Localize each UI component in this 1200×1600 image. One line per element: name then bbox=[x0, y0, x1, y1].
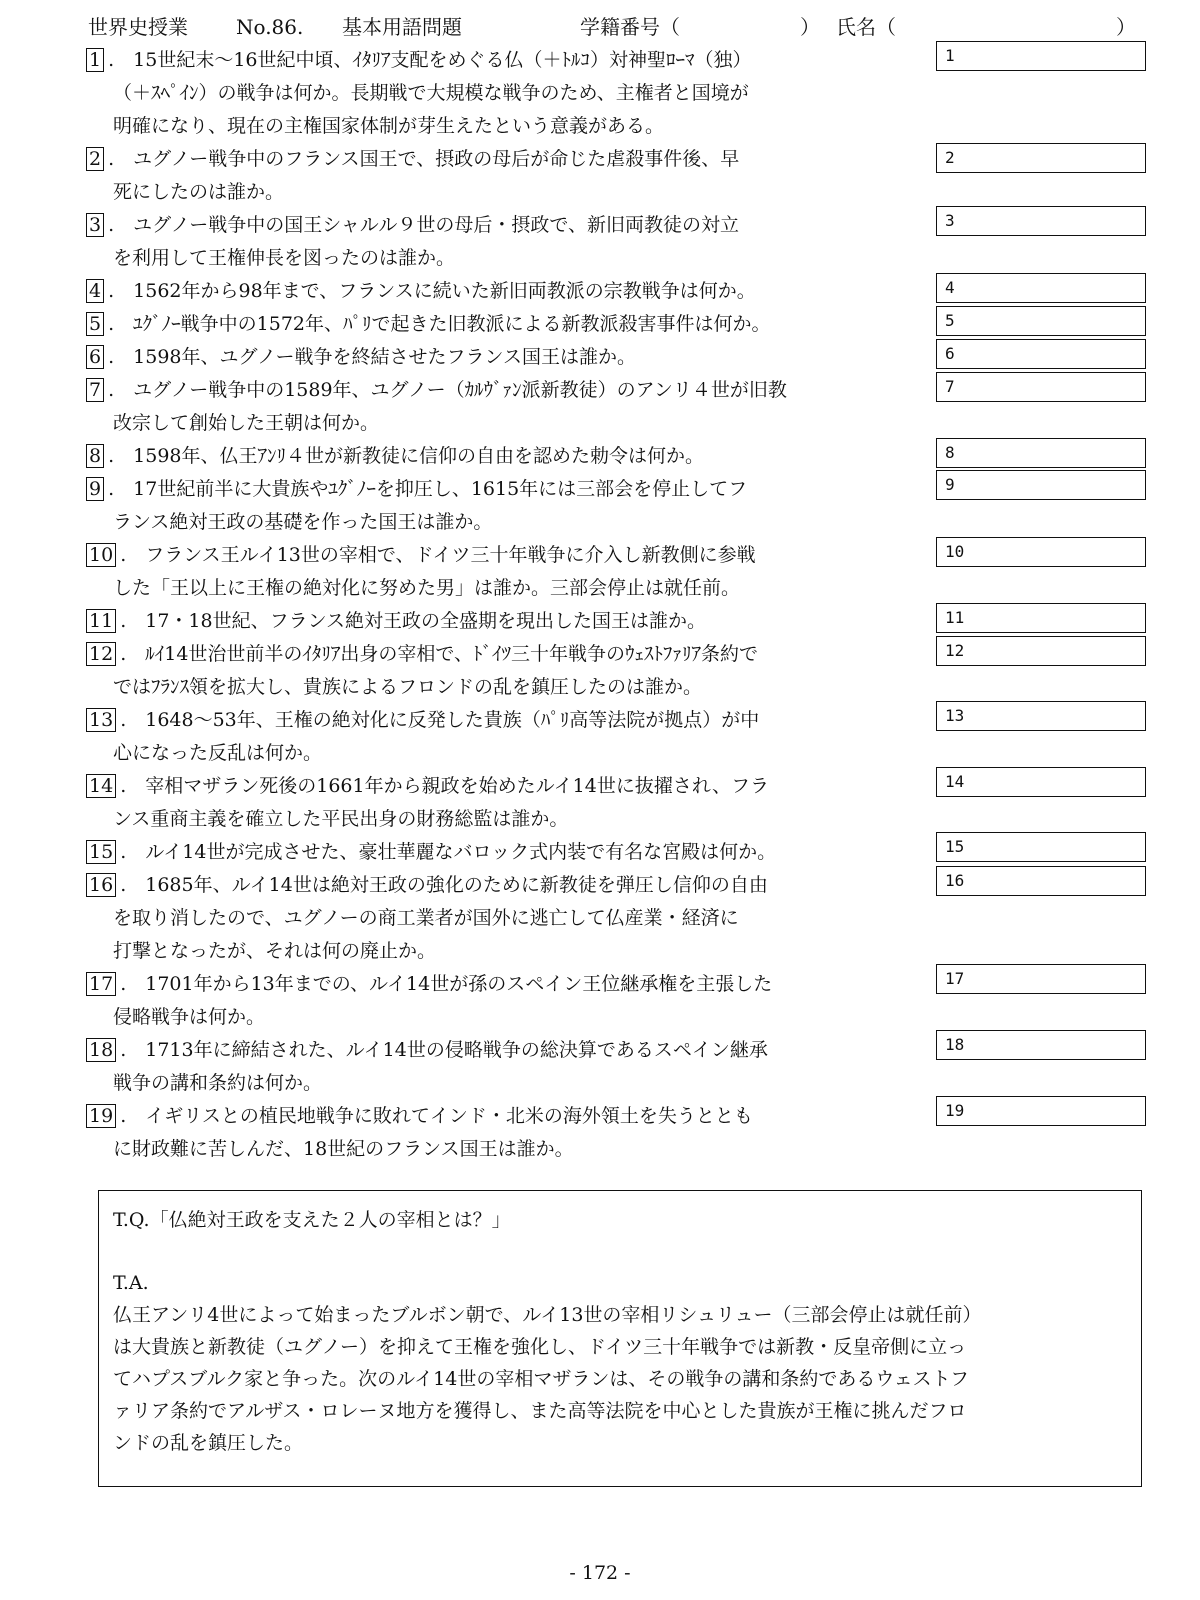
sheet-type: 基本用語問題 bbox=[342, 15, 462, 39]
answer-box[interactable]: 8 bbox=[936, 438, 1146, 468]
question-line bbox=[86, 704, 936, 737]
question-text: 17世紀前半に大貴族やﾕｸﾞﾉｰを抑圧し、1615年には三部会を停止してフ bbox=[133, 478, 748, 500]
question-item bbox=[86, 1034, 936, 1100]
question-text: を取り消したので、ユグノーの商工業者が国外に逃亡して仏産業・経済に bbox=[113, 907, 739, 929]
question-number-dot: . bbox=[120, 544, 146, 566]
question-number-box: 19 bbox=[86, 1104, 116, 1128]
question-text: 17・18世紀、フランス絶対王政の全盛期を現出した国王は誰か。 bbox=[145, 610, 707, 632]
question-line bbox=[86, 77, 936, 110]
page-number: - 172 - bbox=[569, 1562, 631, 1584]
question-line bbox=[86, 803, 936, 836]
question-line bbox=[86, 341, 936, 374]
tq-answer-line: 仏王アンリ4世によって始まったブルボン朝で、ルイ13世の宰相リシュリュー（三部会停止は就任前） bbox=[113, 1304, 982, 1326]
question-line bbox=[86, 275, 936, 308]
answer-box[interactable]: 2 bbox=[936, 143, 1146, 173]
question-text: ﾕｸﾞﾉｰ戦争中の1572年、ﾊﾟﾘで起きた旧教派による新教派殺害事件は何か。 bbox=[133, 313, 771, 335]
question-line bbox=[86, 671, 936, 704]
question-text: ユグノー戦争中の1589年、ユグノー（ｶﾙｳﾞｧﾝ派新教徒）のアンリ４世が旧教 bbox=[133, 379, 787, 401]
answer-box[interactable]: 6 bbox=[936, 339, 1146, 369]
answer-box[interactable]: 16 bbox=[936, 866, 1146, 896]
question-line bbox=[86, 737, 936, 770]
question-number-dot: . bbox=[108, 49, 134, 71]
question-line bbox=[86, 539, 936, 572]
answer-box[interactable]: 7 bbox=[936, 372, 1146, 402]
question-item bbox=[86, 869, 936, 968]
question-item bbox=[86, 440, 936, 473]
question-line bbox=[86, 572, 936, 605]
question-number-box: 16 bbox=[86, 873, 116, 897]
tq-answer-line: は大貴族と新教徒（ユグノー）を抑えて王権を強化し、ドイツ三十年戦争では新教・反皇帝側に立っ bbox=[113, 1336, 967, 1358]
question-line bbox=[86, 1133, 936, 1166]
answer-box[interactable]: 3 bbox=[936, 206, 1146, 236]
question-text: ンス重商主義を確立した平民出身の財務総監は誰か。 bbox=[113, 808, 569, 830]
question-number-box: 6 bbox=[86, 345, 104, 369]
tq-box bbox=[98, 1190, 1142, 1487]
student-id-close: ） bbox=[800, 15, 820, 39]
tq-answer-label: T.A. bbox=[113, 1272, 149, 1294]
question-number-dot: . bbox=[120, 1039, 146, 1061]
student-name-label: 氏名（ bbox=[836, 15, 896, 39]
question-line bbox=[86, 374, 936, 407]
answer-box[interactable]: 18 bbox=[936, 1030, 1146, 1060]
question-item bbox=[86, 341, 936, 374]
question-item bbox=[86, 836, 936, 869]
answer-box[interactable]: 17 bbox=[936, 964, 1146, 994]
question-text: 1648～53年、王権の絶対化に反発した貴族（ﾊﾟﾘ高等法院が拠点）が中 bbox=[145, 709, 760, 731]
question-number-dot: . bbox=[108, 379, 134, 401]
question-line bbox=[86, 143, 936, 176]
question-text: 1701年から13年までの、ルイ14世が孫のスペイン王位継承権を主張した bbox=[145, 973, 773, 995]
question-number-dot: . bbox=[120, 841, 146, 863]
tq-question: T.Q.「仏絶対王政を支えた２人の宰相とは？」 bbox=[113, 1209, 511, 1231]
question-line bbox=[86, 473, 936, 506]
question-number-dot: . bbox=[108, 148, 134, 170]
question-number-box: 8 bbox=[86, 444, 104, 468]
question-text: 1598年、仏王ｱﾝﾘ４世が新教徒に信仰の自由を認めた勅令は何か。 bbox=[133, 445, 704, 467]
question-text: （＋ｽﾍﾟｲﾝ）の戦争は何か。長期戦で大規模な戦争のため、主権者と国境が bbox=[113, 82, 749, 104]
question-number-dot: . bbox=[108, 346, 134, 368]
question-text: 宰相マザラン死後の1661年から親政を始めたルイ14世に抜擢され、フラ bbox=[145, 775, 769, 797]
question-line bbox=[86, 44, 936, 77]
question-text: ランス絶対王政の基礎を作った国王は誰か。 bbox=[113, 511, 493, 533]
question-item bbox=[86, 968, 936, 1034]
question-text: 1598年、ユグノー戦争を終結させたフランス国王は誰か。 bbox=[133, 346, 636, 368]
question-line bbox=[86, 605, 936, 638]
question-number-box: 3 bbox=[86, 213, 104, 237]
student-id-label: 学籍番号（ bbox=[580, 15, 680, 39]
question-number-box: 11 bbox=[86, 609, 116, 633]
question-line bbox=[86, 407, 936, 440]
question-text: ではﾌﾗﾝｽ領を拡大し、貴族によるフロンドの乱を鎮圧したのは誰か。 bbox=[113, 676, 703, 698]
question-line bbox=[86, 1001, 936, 1034]
question-text: した「王以上に王権の絶対化に努めた男」は誰か。三部会停止は就任前。 bbox=[113, 577, 741, 599]
question-text: 1713年に締結された、ルイ14世の侵略戦争の総決算であるスペイン継承 bbox=[145, 1039, 768, 1061]
answer-box[interactable]: 11 bbox=[936, 603, 1146, 633]
question-item bbox=[86, 308, 936, 341]
question-text: 死にしたのは誰か。 bbox=[113, 181, 285, 203]
question-line bbox=[86, 869, 936, 902]
question-text: 15世紀末～16世紀中頃、ｲﾀﾘｱ支配をめぐる仏（＋ﾄﾙｺ）対神聖ﾛｰﾏ（独） bbox=[133, 49, 752, 71]
question-number-box: 18 bbox=[86, 1038, 116, 1062]
question-item bbox=[86, 473, 936, 539]
question-item bbox=[86, 143, 936, 209]
question-line bbox=[86, 836, 936, 869]
question-text: ユグノー戦争中の国王シャルル９世の母后・摂政で、新旧両教徒の対立 bbox=[133, 214, 739, 236]
question-text: 心になった反乱は何か。 bbox=[113, 742, 323, 764]
question-number-box: 13 bbox=[86, 708, 116, 732]
question-number-dot: . bbox=[108, 313, 134, 335]
question-text: 侵略戦争は何か。 bbox=[113, 1006, 266, 1028]
question-line bbox=[86, 935, 936, 968]
question-number-box: 17 bbox=[86, 972, 116, 996]
question-number-dot: . bbox=[120, 874, 146, 896]
tq-answer-line: ンドの乱を鎮圧した。 bbox=[113, 1432, 304, 1454]
question-item bbox=[86, 374, 936, 440]
question-number-dot: . bbox=[108, 214, 134, 236]
question-line bbox=[86, 1034, 936, 1067]
question-text: に財政難に苦しんだ、18世紀のフランス国王は誰か。 bbox=[113, 1138, 574, 1160]
question-item bbox=[86, 1100, 936, 1166]
worksheet-header bbox=[88, 12, 1148, 42]
question-item bbox=[86, 770, 936, 836]
question-line bbox=[86, 770, 936, 803]
question-number-box: 5 bbox=[86, 312, 104, 336]
question-line bbox=[86, 440, 936, 473]
question-item bbox=[86, 44, 936, 143]
answer-box[interactable]: 1 bbox=[936, 41, 1146, 71]
question-line bbox=[86, 308, 936, 341]
question-number-dot: . bbox=[108, 280, 134, 302]
question-line bbox=[86, 242, 936, 275]
question-text: 改宗して創始した王朝は何か。 bbox=[113, 412, 380, 434]
answer-box[interactable]: 5 bbox=[936, 306, 1146, 336]
question-number-dot: . bbox=[108, 478, 134, 500]
question-number-box: 14 bbox=[86, 774, 116, 798]
question-number-box: 2 bbox=[86, 147, 104, 171]
question-text: ユグノー戦争中のフランス国王で、摂政の母后が命じた虐殺事件後、早 bbox=[133, 148, 740, 170]
tq-answer-line: ァリア条約でアルザス・ロレーヌ地方を獲得し、また高等法院を中心とした貴族が王権に挑んだフロ bbox=[113, 1400, 967, 1422]
question-text: 打撃となったが、それは何の廃止か。 bbox=[113, 940, 437, 962]
question-line bbox=[86, 1067, 936, 1100]
question-line bbox=[86, 506, 936, 539]
question-text: 明確になり、現在の主権国家体制が芽生えたという意義がある。 bbox=[113, 115, 665, 137]
answer-box[interactable]: 19 bbox=[936, 1096, 1146, 1126]
question-item bbox=[86, 539, 936, 605]
question-line bbox=[86, 968, 936, 1001]
question-item bbox=[86, 209, 936, 275]
question-number-dot: . bbox=[120, 775, 146, 797]
question-number-dot: . bbox=[120, 610, 146, 632]
question-text: ルイ14世が完成させた、豪壮華麗なバロック式内装で有名な宮殿は何か。 bbox=[145, 841, 777, 863]
answer-box[interactable]: 14 bbox=[936, 767, 1146, 797]
question-line bbox=[86, 638, 936, 671]
question-item bbox=[86, 275, 936, 308]
answer-box[interactable]: 9 bbox=[936, 470, 1146, 500]
question-number-box: 1 bbox=[86, 48, 104, 72]
question-text: 1685年、ルイ14世は絶対王政の強化のために新教徒を弾圧し信仰の自由 bbox=[145, 874, 768, 896]
question-item bbox=[86, 704, 936, 770]
question-line bbox=[86, 176, 936, 209]
question-number-box: 9 bbox=[86, 477, 104, 501]
question-item bbox=[86, 638, 936, 704]
answer-box[interactable]: 4 bbox=[936, 273, 1146, 303]
answer-box[interactable]: 13 bbox=[936, 701, 1146, 731]
tq-answer-text bbox=[113, 1299, 1129, 1459]
question-number-box: 12 bbox=[86, 642, 116, 666]
question-number-box: 15 bbox=[86, 840, 116, 864]
question-text: 戦争の講和条約は何か。 bbox=[113, 1072, 323, 1094]
question-text: ﾙｲ14世治世前半のｲﾀﾘｱ出身の宰相で、ﾄﾞｲﾂ三十年戦争のｳｪｽﾄﾌｧﾘｱ条約で bbox=[145, 643, 759, 665]
question-number-dot: . bbox=[120, 643, 146, 665]
question-line bbox=[86, 902, 936, 935]
tq-answer-line: てハプスブルク家と争った。次のルイ14世の宰相マザランは、その戦争の講和条約であるウェストフ bbox=[113, 1368, 969, 1390]
question-number-dot: . bbox=[120, 973, 146, 995]
question-number-dot: . bbox=[120, 709, 146, 731]
question-number-box: 7 bbox=[86, 378, 104, 402]
question-number-dot: . bbox=[120, 1105, 146, 1127]
question-text: フランス王ルイ13世の宰相で、ドイツ三十年戦争に介入し新教側に参戦 bbox=[145, 544, 756, 566]
question-text: イギリスとの植民地戦争に敗れてインド・北米の海外領土を失うととも bbox=[145, 1105, 753, 1127]
question-line bbox=[86, 1100, 936, 1133]
answer-box[interactable]: 10 bbox=[936, 537, 1146, 567]
answer-box[interactable]: 12 bbox=[936, 636, 1146, 666]
question-line bbox=[86, 209, 936, 242]
course-title: 世界史授業 bbox=[88, 15, 188, 39]
question-text: を利用して王権伸長を図ったのは誰か。 bbox=[113, 247, 456, 269]
question-number-dot: . bbox=[108, 445, 134, 467]
sheet-number: No.86. bbox=[236, 15, 304, 39]
answer-box[interactable]: 15 bbox=[936, 832, 1146, 862]
question-text: 1562年から98年まで、フランスに続いた新旧両教派の宗教戦争は何か。 bbox=[133, 280, 756, 302]
question-line bbox=[86, 110, 936, 143]
question-number-box: 10 bbox=[86, 543, 116, 567]
question-number-box: 4 bbox=[86, 279, 104, 303]
student-name-close: ） bbox=[1116, 15, 1136, 39]
question-item bbox=[86, 605, 936, 638]
